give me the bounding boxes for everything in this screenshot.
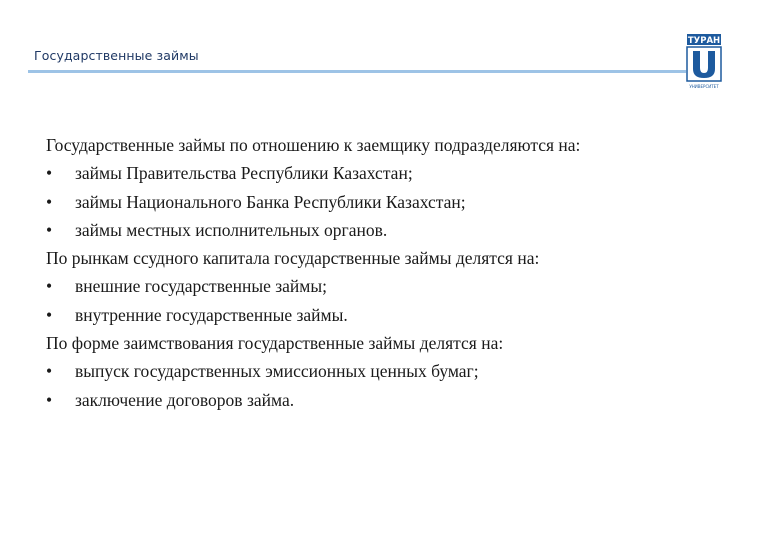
bullet-item [46, 159, 746, 187]
turan-logo [686, 32, 722, 90]
bullet-item [46, 357, 746, 385]
paragraph-line: По рынкам ссудного капитала государственные займы делятся на: [46, 248, 540, 269]
bullet-item [46, 272, 746, 300]
slide-title: Государственные займы [34, 48, 199, 63]
bullet-marker: • [46, 219, 53, 240]
bullet-marker: • [46, 191, 53, 212]
bullet-marker: • [46, 163, 53, 184]
bullet-marker: • [46, 361, 53, 382]
bullet-marker: • [46, 304, 53, 325]
header-divider [28, 70, 686, 73]
paragraph-line: Государственные займы по отношению к заемщику подразделяются на: [46, 135, 581, 155]
bullet-text: внешние государственные займы; [75, 276, 327, 297]
bullet-item [46, 386, 746, 414]
slide-content [46, 131, 746, 414]
bullet-text: займы Правительства Республики Казахстан; [75, 163, 413, 184]
paragraph-line: По форме заимствования государственные займы делятся на: [46, 333, 504, 354]
bullet-item [46, 301, 746, 329]
logo-bottom-text: УНИВЕРСИТЕТ [689, 84, 719, 89]
bullet-item [46, 188, 746, 216]
bullet-marker: • [46, 276, 53, 297]
bullet-marker: • [46, 389, 53, 410]
bullet-text: займы Национального Банка Республики Казахстан; [75, 191, 466, 212]
bullet-item [46, 216, 746, 244]
bullet-text: выпуск государственных эмиссионных ценных бумаг; [75, 361, 479, 382]
bullet-text: внутренние государственные займы. [75, 304, 348, 325]
bullet-text: займы местных исполнительных органов. [75, 219, 388, 240]
bullet-text: заключение договоров займа. [75, 389, 295, 410]
logo-top-text: ТУРАН [687, 36, 721, 46]
